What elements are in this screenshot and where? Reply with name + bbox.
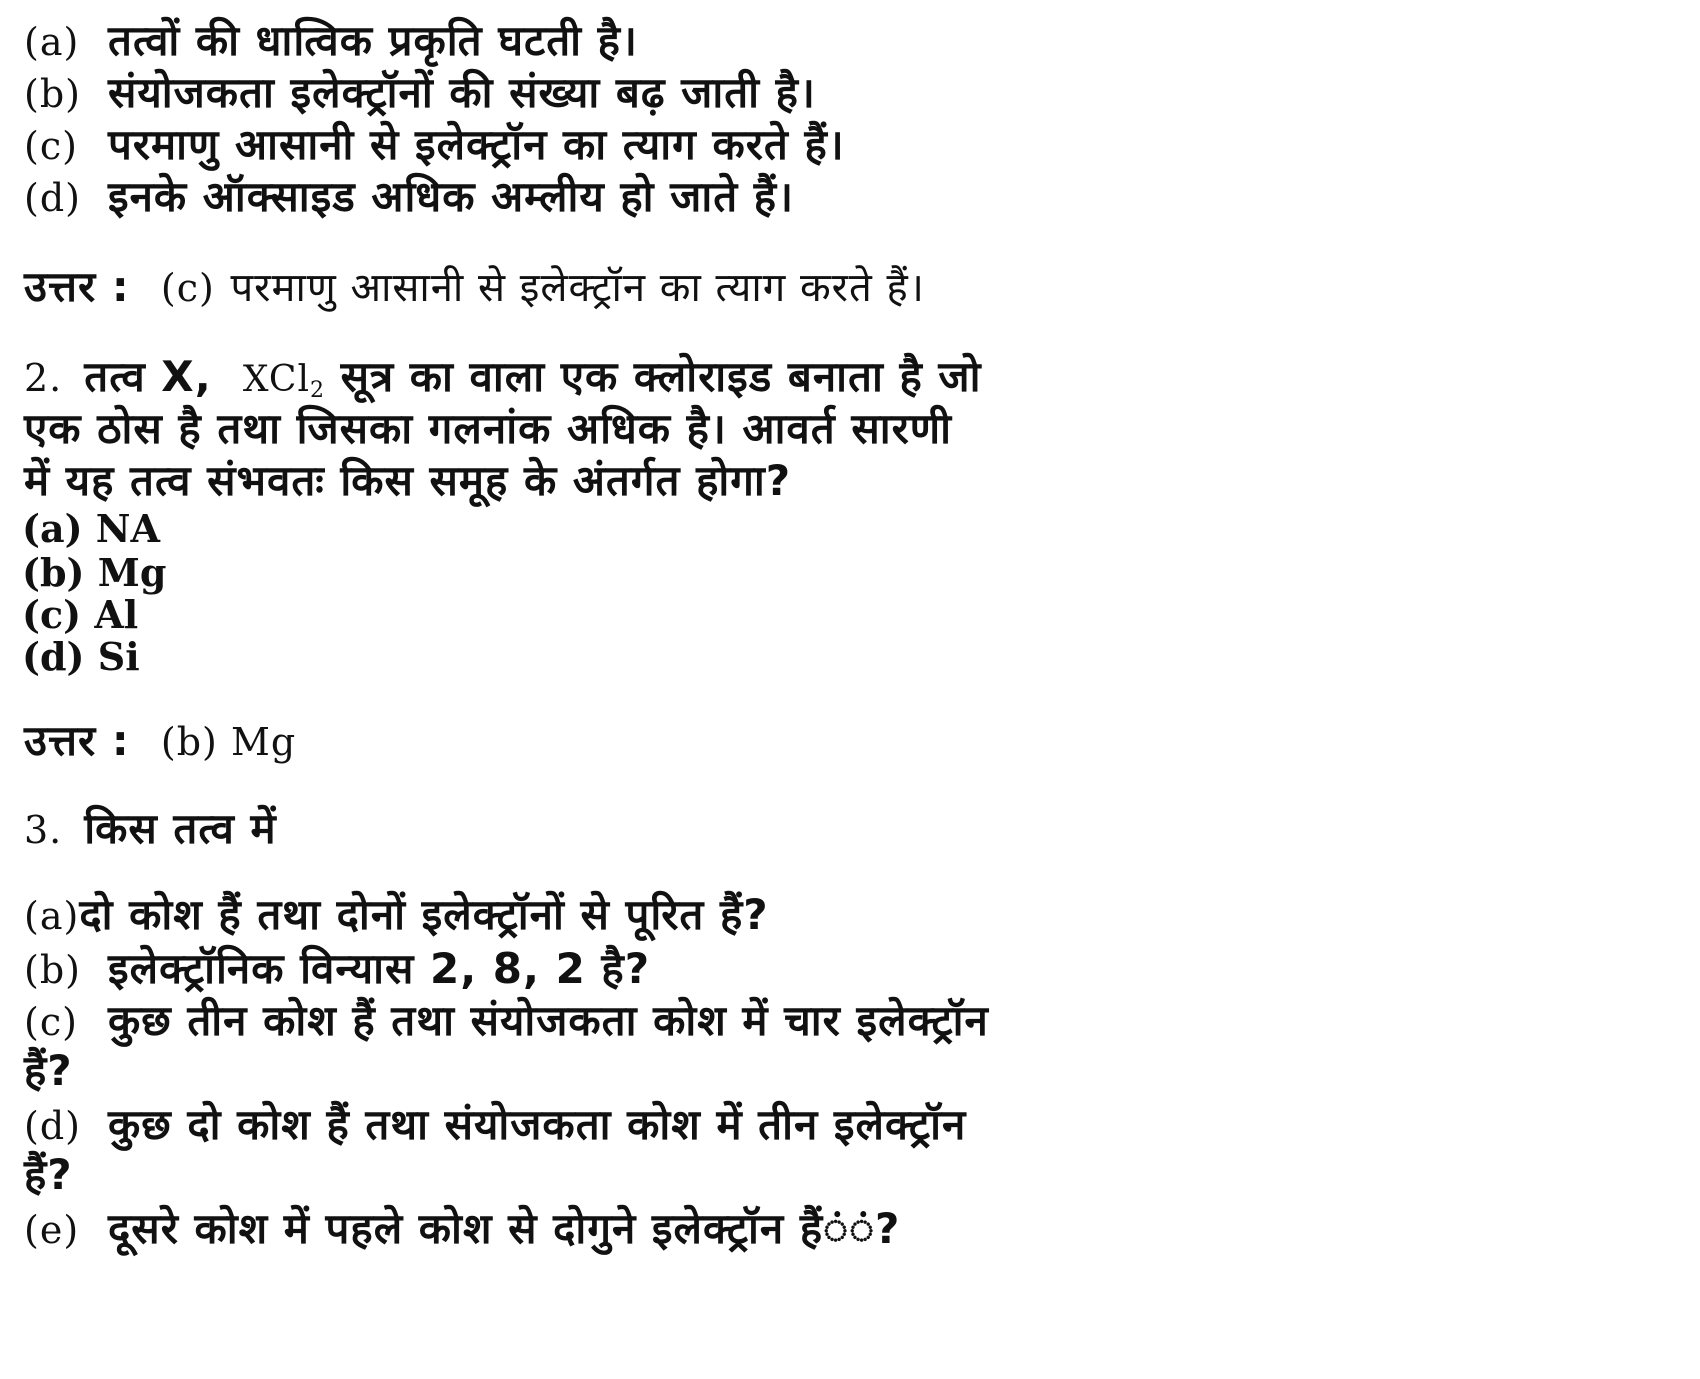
q2-answer-key: उत्तर :	[24, 716, 130, 765]
q2-option-b: (b) Mg	[22, 550, 167, 595]
q1-option-a-label: (a)	[24, 20, 80, 64]
q3-option-e-label: (e)	[24, 1208, 80, 1252]
q3-number: 3.	[24, 808, 63, 852]
q2-stem-line-3	[24, 456, 791, 506]
q2-stem-part-b: सूत्र का वाला एक क्लोराइड बनाता है जो	[340, 352, 982, 401]
q3-option-b-label: (b)	[24, 948, 81, 992]
q3-option-c-continuation: हैं?	[24, 1046, 73, 1095]
q3-option-c-text: कुछ तीन कोश हैं तथा संयोजकता कोश में चार इलेक्ट्रॉन	[108, 996, 989, 1045]
q1-option-a	[24, 16, 638, 67]
q3-option-b	[24, 944, 650, 995]
q2-answer	[24, 716, 296, 767]
q2-answer-text: (b) Mg	[160, 720, 297, 764]
q2-stem-line-2-text: एक ठोस है तथा जिसका गलनांक अधिक है। आवर्त सारणी	[24, 404, 953, 453]
q2-stem-part-a: तत्व X,	[84, 352, 212, 401]
q2-stem-line-3-text: में यह तत्व संभवतः किस समूह के अंतर्गत होगा?	[24, 456, 792, 505]
q1-option-c-text: परमाणु आसानी से इलेक्ट्रॉन का त्याग करते हैं।	[108, 120, 845, 169]
q2-option-c: (c) Al	[22, 592, 139, 637]
q3-option-d	[24, 1100, 966, 1151]
q2-formula-subscript: 2	[309, 378, 325, 403]
q3-stem	[24, 804, 277, 855]
q1-option-c-label: (c)	[24, 124, 78, 168]
q1-option-b-text: संयोजकता इलेक्ट्रॉनों की संख्या बढ़ जाती है।	[108, 68, 816, 117]
q3-option-c	[24, 996, 989, 1047]
q2-number: 2.	[24, 356, 63, 400]
q1-option-b	[24, 68, 816, 119]
q1-answer-text: परमाणु आसानी से इलेक्ट्रॉन का त्याग करते हैं।	[230, 265, 925, 311]
q1-answer	[24, 262, 925, 313]
q1-option-d-text: इनके ऑक्साइड अधिक अम्लीय हो जाते हैं।	[108, 172, 794, 221]
q3-option-d-label: (d)	[24, 1104, 81, 1148]
q2-option-d: (d) Si	[22, 634, 140, 679]
q2-option-a: (a) NA	[22, 506, 161, 551]
q2-formula-main: XCl	[242, 359, 310, 400]
q1-answer-option: (c)	[160, 266, 215, 310]
q3-option-a-label: (a)	[24, 894, 80, 938]
q3-option-c-label: (c)	[24, 1000, 78, 1044]
q3-option-e	[24, 1204, 900, 1255]
q3-option-e-text: दूसरे कोश में पहले कोश से दोगुने इलेक्ट्रॉन हैं◌ं◌ं?	[108, 1204, 901, 1253]
q1-option-c	[24, 120, 845, 171]
q3-option-b-text: इलेक्ट्रॉनिक विन्यास 2, 8, 2 है?	[108, 944, 651, 993]
q3-option-a-text: दो कोश हैं तथा दोनों इलेक्ट्रॉनों से पूरित हैं?	[79, 890, 769, 939]
q1-answer-key: उत्तर :	[24, 262, 130, 311]
q2-formula	[242, 359, 325, 403]
q3-option-d-text: कुछ दो कोश हैं तथा संयोजकता कोश में तीन इलेक्ट्रॉन	[108, 1100, 967, 1149]
q2-stem-line-2	[24, 404, 952, 454]
q3-stem-text: किस तत्व में	[84, 804, 277, 853]
q3-option-a	[24, 890, 769, 941]
q1-option-a-text: तत्वों की धात्विक प्रकृति घटती है।	[108, 16, 638, 65]
q1-option-b-label: (b)	[24, 72, 81, 116]
q1-option-d-label: (d)	[24, 176, 81, 220]
q1-option-d	[24, 172, 794, 223]
q3-option-d-continuation: हैं?	[24, 1150, 73, 1199]
